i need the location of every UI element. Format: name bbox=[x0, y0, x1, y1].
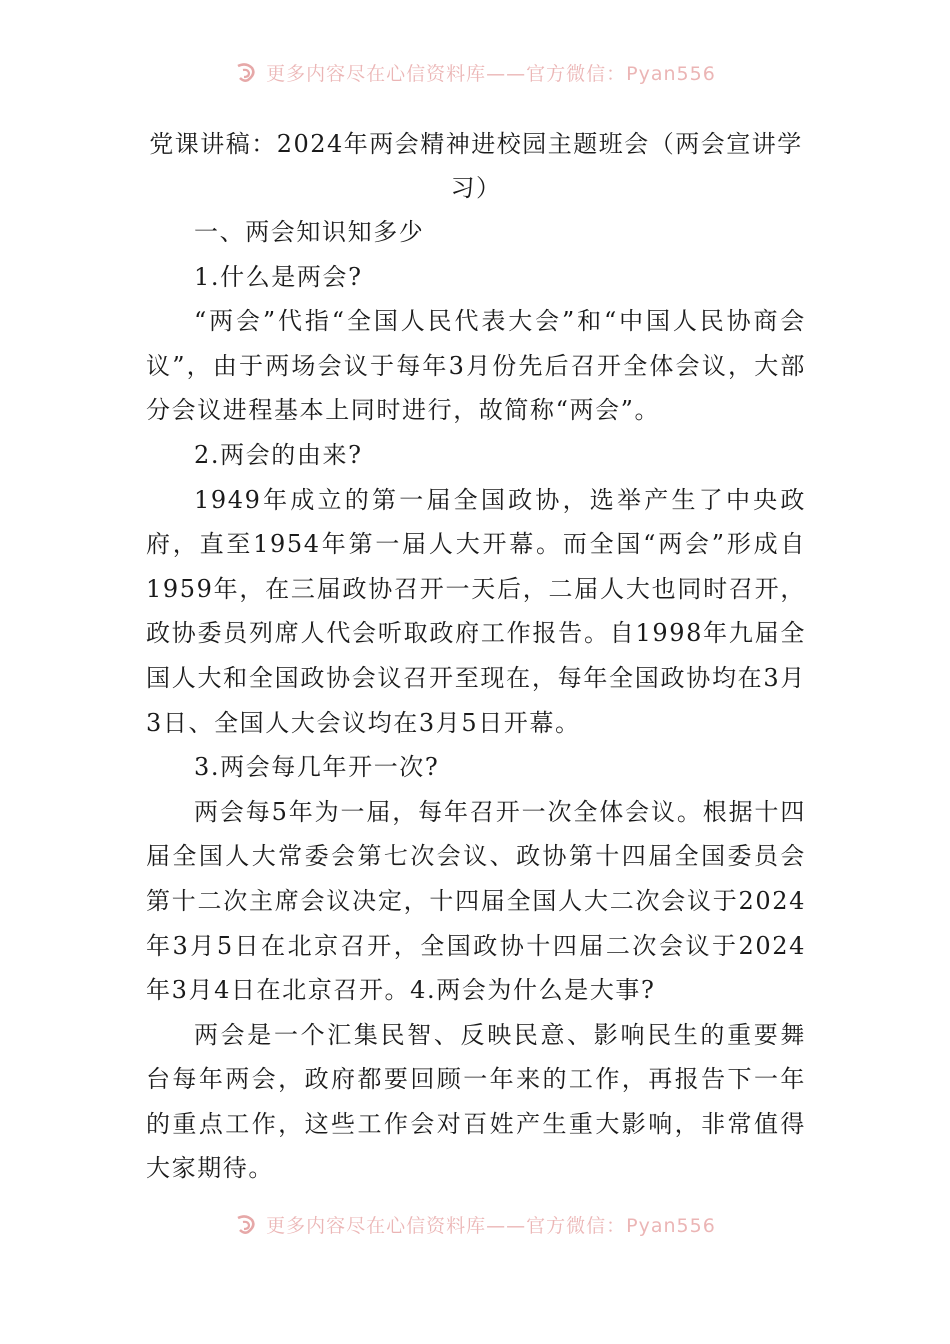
question-heading: 3.两会每几年开一次? bbox=[194, 753, 440, 782]
watermark-text: 更多内容尽在心信资料库——官方微信：Pyan556 bbox=[266, 62, 716, 85]
document-body bbox=[146, 210, 806, 1191]
watermark-logo-icon bbox=[234, 60, 258, 84]
document-title: 党课讲稿：2024年两会精神进校园主题班会（两会宣讲学习） bbox=[149, 130, 803, 202]
question-heading: 2.两会的由来? bbox=[194, 440, 363, 469]
watermark-logo-icon bbox=[234, 1212, 258, 1236]
question-heading: 1.什么是两会? bbox=[194, 262, 363, 291]
body-paragraph: 1949年成立的第一届全国政协，选举产生了中央政府，直至1954年第一届人大开幕。而全国“两会”形成自1959年，在三届政协召开一天后，二届人大也同时召开，政协委员列席人代会听取政府工作报告。自1998年九届全国人大和全国政协会议召开至现在，每年全国政协均在3月3日、全国人大会议均在3月5日开幕。 bbox=[146, 485, 806, 737]
watermark-header bbox=[0, 54, 950, 90]
body-paragraph: 两会每5年为一届，每年召开一次全体会议。根据十四届全国人大常委会第七次会议、政协第十四届全国委员会第十二次主席会议决定，十四届全国人大二次会议于2024年3月5日在北京召开，全国政协十四届二次会议于2024年3月4日在北京召开。4.两会为什么是大事? bbox=[146, 797, 806, 1005]
body-paragraph: 两会是一个汇集民智、反映民意、影响民生的重要舞台每年两会，政府都要回顾一年来的工作，再报告下一年的重点工作，这些工作会对百姓产生重大影响，非常值得大家期待。 bbox=[146, 1020, 806, 1183]
watermark-footer bbox=[0, 1206, 950, 1242]
section-heading: 一、两会知识知多少 bbox=[194, 218, 425, 246]
watermark-text: 更多内容尽在心信资料库——官方微信：Pyan556 bbox=[266, 1214, 716, 1237]
body-paragraph: “两会”代指“全国人民代表大会”和“中国人民协商会议”，由于两场会议于每年3月份先后召开全体会议，大部分会议进程基本上同时进行，故简称“两会”。 bbox=[146, 307, 806, 425]
